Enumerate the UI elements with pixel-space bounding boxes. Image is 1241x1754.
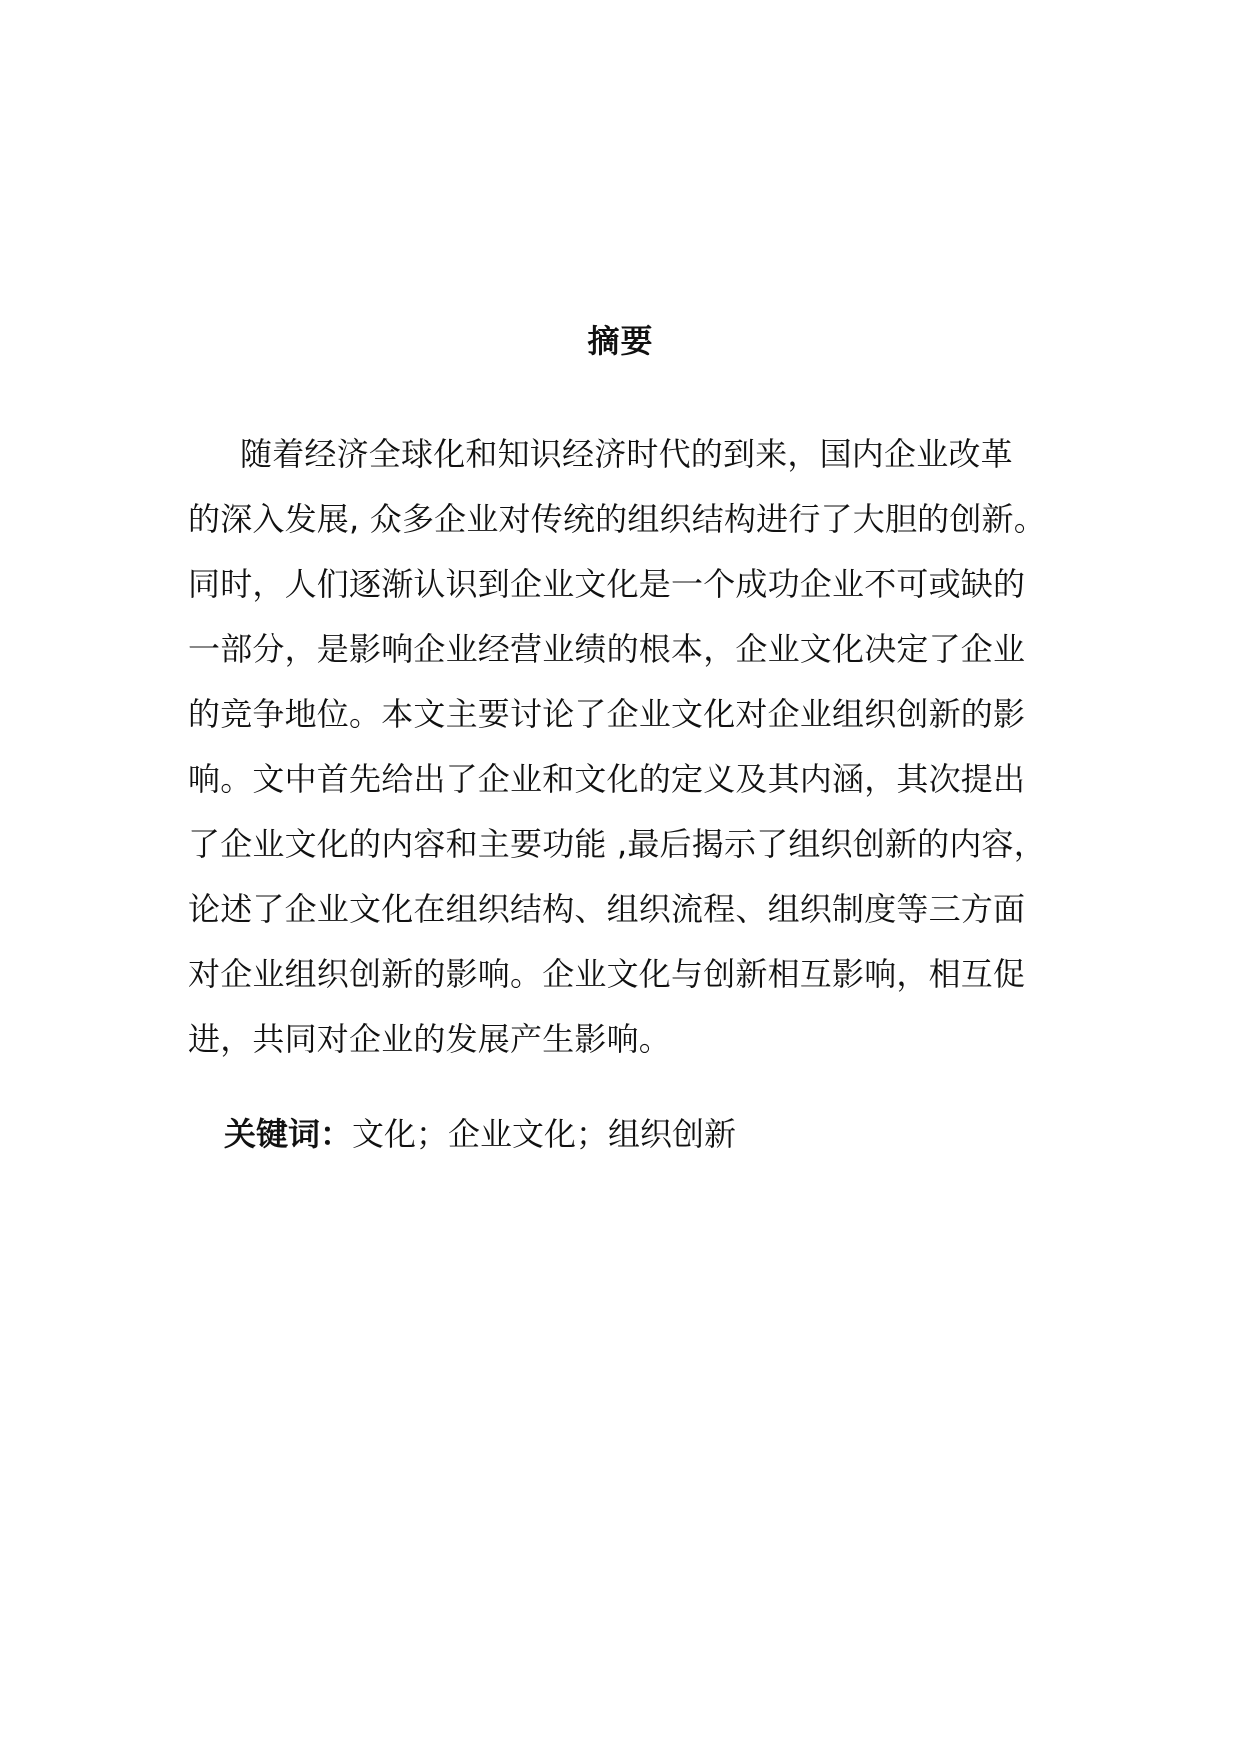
abstract-line: 响。文中首先给出了企业和文化的定义及其内涵，其次提出 [188,760,1026,798]
abstract-line: 的竞争地位。本文主要讨论了企业文化对企业组织创新的影 [188,695,1026,733]
abstract-line: 的深入发展, 众多企业对传统的组织结构进行了大胆的创新。 [188,500,1046,538]
keywords-label: 关键词： [224,1115,353,1153]
abstract-line: 同时，人们逐渐认识到企业文化是一个成功企业不可或缺的 [188,565,1026,603]
keywords-line [224,1108,736,1160]
abstract-line: 论述了企业文化在组织结构、组织流程、组织制度等三方面 [188,890,1026,928]
abstract-line: 进，共同对企业的发展产生影响。 [188,1020,672,1058]
abstract-body [188,422,1058,1072]
abstract-line: 了企业文化的内容和主要功能 ,最后揭示了组织创新的内容， [188,825,1046,863]
abstract-line: 对企业组织创新的影响。企业文化与创新相互影响，相互促 [188,955,1026,993]
abstract-line: 一部分，是影响企业经营业绩的根本，企业文化决定了企业 [188,630,1026,668]
abstract-line: 随着经济全球化和知识经济时代的到来，国内企业改革 [240,435,1013,473]
abstract-title: 摘要 [587,322,654,360]
keywords-text: 文化；企业文化；组织创新 [352,1115,737,1153]
